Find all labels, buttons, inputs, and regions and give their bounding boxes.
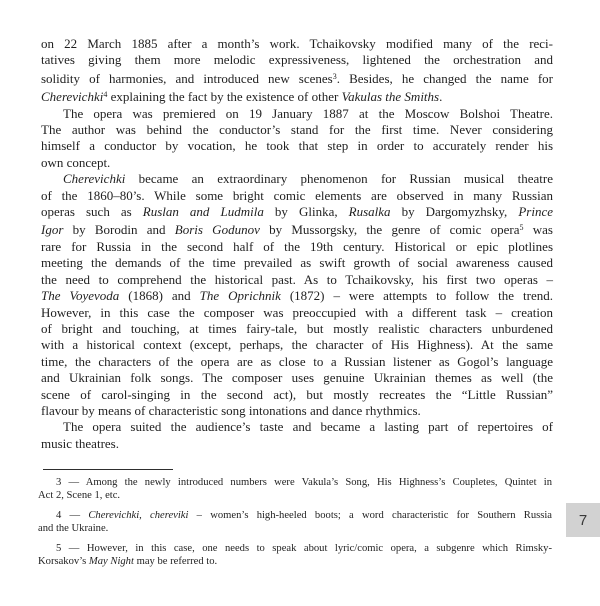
text-segment: scene of carol-singing in the second act), but mostly recreates the “Little Russian”	[41, 386, 553, 402]
text-line	[41, 403, 553, 419]
text-line	[38, 556, 552, 569]
text-segment: rare for Russia in the second half of the 19th century. Historical or epic plotlines	[41, 238, 553, 254]
text-segment: time, the characters of the opera are as close to a Russian listener as Gogol’s language	[41, 353, 553, 369]
text-line	[41, 69, 553, 87]
text-line	[41, 220, 553, 238]
text-line	[41, 419, 553, 435]
text-segment: music theatres.	[41, 435, 119, 451]
text-segment: himself a conductor by vocation, he took that step in order to accurately render his	[41, 138, 553, 154]
footnote	[38, 477, 552, 503]
text-line	[41, 370, 553, 386]
text-segment: Ruslan and Ludmila	[142, 204, 264, 220]
text-segment: . Besides, he changed the name for	[336, 70, 553, 86]
text-segment: and the Ukraine.	[38, 522, 109, 534]
text-line	[41, 272, 553, 288]
text-line	[38, 477, 552, 490]
text-segment: 4 —	[56, 509, 89, 521]
text-segment: by Dargomyzhsky,	[390, 204, 519, 220]
footnote	[38, 510, 552, 536]
text-segment: Boris Godunov	[174, 222, 260, 238]
text-segment: Igor	[41, 222, 64, 238]
text-line	[41, 138, 553, 154]
text-line	[41, 87, 553, 105]
paragraph	[41, 171, 553, 419]
text-line	[41, 188, 553, 204]
text-line	[41, 106, 553, 122]
text-segment: Cherevichki, chereviki	[88, 509, 189, 521]
page-number: 7	[578, 511, 588, 529]
text-segment: with a historical context (except, perhaps, the character of His Highness). At the same	[41, 337, 553, 353]
text-segment: The opera was premiered on 19 January 1887 at the Moscow Bolshoi Theatre.	[63, 105, 553, 121]
text-segment: Cherevichki	[63, 171, 126, 187]
footnote-ref: 4	[103, 90, 108, 100]
text-segment: operas such as	[41, 204, 143, 220]
text-segment: may be referred to.	[133, 555, 218, 567]
text-segment: Cherevichki	[41, 89, 104, 105]
text-segment: Prince	[518, 204, 553, 220]
text-line	[38, 523, 552, 536]
text-line	[41, 288, 553, 304]
text-segment: meeting the demands of the time prevailed as swift growth of social awareness caused	[41, 255, 553, 271]
text-segment: However, in this case the composer was preoccupied with a different task – creation	[41, 304, 553, 320]
text-segment: and Ukrainian folk songs. The composer uses genuine Ukrainian themes as well (the	[41, 370, 553, 386]
text-segment: own concept.	[41, 154, 111, 170]
paragraph	[41, 106, 553, 172]
footnotes	[38, 474, 552, 568]
text-segment: was	[523, 222, 553, 238]
text-segment: by Glinka,	[263, 204, 349, 220]
text-line	[38, 490, 552, 503]
text-line	[41, 122, 553, 138]
text-segment: (1868) and	[119, 288, 200, 304]
text-line	[41, 171, 553, 187]
text-segment: flavour by means of characteristic song intonations and dance rhythmics.	[41, 402, 421, 418]
text-segment: of the 1860–80’s. While some bright comic elements are observed in many Russian	[41, 187, 553, 203]
text-segment: by Mussorgsky, the genre of comic opera	[259, 222, 520, 238]
text-line	[38, 543, 552, 556]
text-segment: Act 2, Scene 1, etc.	[38, 489, 121, 501]
text-segment: Korsakov’s	[38, 555, 89, 567]
text-line	[41, 387, 553, 403]
text-segment: became an extraordinary phenomenon for Russian musical theatre	[125, 171, 553, 187]
paragraph	[41, 419, 553, 452]
text-segment: explaining the fact by the existence of other	[107, 89, 342, 105]
text-segment: Vakulas the Smiths	[341, 89, 440, 105]
page-number-tab	[566, 503, 600, 537]
text-line	[41, 155, 553, 171]
text-segment: on 22 March 1885 after a month’s work. Tchaikovsky modified many of the reci-	[41, 36, 553, 51]
text-segment: (1872) – were attempts to follow the trend.	[280, 288, 553, 304]
text-line	[41, 255, 553, 271]
text-line	[41, 321, 553, 337]
text-segment: .	[439, 89, 443, 105]
text-line	[41, 52, 553, 68]
text-segment: 5 — However, in this case, one needs to speak about lyric/comic opera, a subgenre which Rimsky-	[56, 542, 552, 554]
text-line	[41, 337, 553, 353]
text-line	[38, 510, 552, 523]
text-segment: – women’s high-heeled boots; a word characteristic for Southern Russia	[188, 509, 553, 521]
text-line	[41, 36, 553, 52]
footnote-ref: 3	[332, 71, 337, 81]
text-segment: The opera suited the audience’s taste and became a lasting part of repertoires of	[63, 419, 553, 435]
text-segment: Rusalka	[348, 204, 391, 220]
footnote-separator	[43, 469, 173, 470]
footnote	[38, 543, 552, 569]
text-line	[41, 204, 553, 220]
text-line	[41, 305, 553, 321]
text-segment: The author was behind the conductor’s stand for the first time. Never considering	[41, 122, 553, 138]
text-segment: The Oprichnik	[199, 288, 281, 304]
text-segment: of bright and touching, at times fairy-tale, but mostly realistic characters unburdened	[41, 320, 553, 336]
text-segment: tatives giving them more melodic expressiveness, lightened the orchestration and	[41, 52, 553, 68]
footnote-ref: 5	[519, 223, 524, 233]
text-segment: The Voyevoda	[41, 288, 120, 304]
text-segment: by Borodin and	[63, 222, 175, 238]
text-line	[41, 436, 553, 452]
text-segment: the need to comprehend the historical past. As to Tchaikovsky, his first two operas –	[41, 271, 553, 287]
text-line	[41, 239, 553, 255]
text-segment: solidity of harmonies, and introduced new scenes	[41, 70, 333, 86]
text-segment: May Night	[88, 555, 134, 567]
text-line	[41, 354, 553, 370]
body-text	[41, 36, 553, 452]
text-segment: 3 — Among the newly introduced numbers were Vakula’s Song, His Highness’s Coupletes, Quintet in	[56, 477, 552, 488]
paragraph	[41, 36, 553, 106]
